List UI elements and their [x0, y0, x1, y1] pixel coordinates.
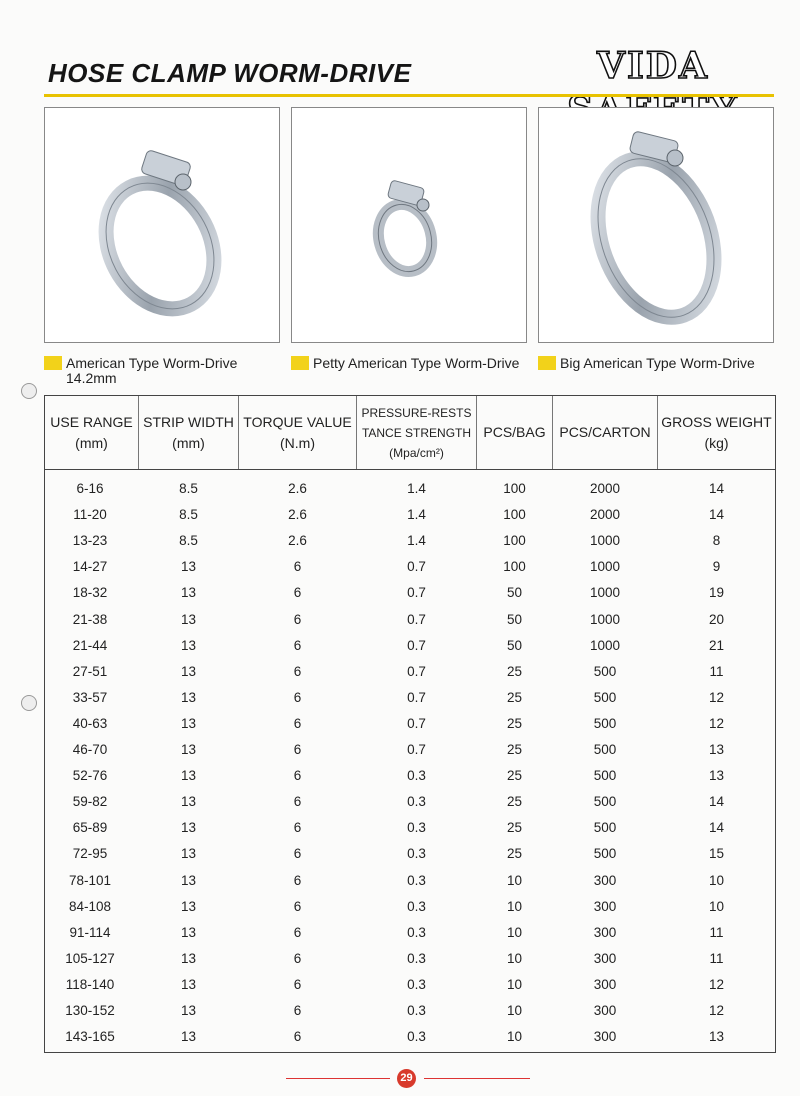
cell-use-range: 130-152	[65, 1003, 115, 1018]
cell-gross-weight: 21	[708, 637, 725, 653]
cell-pcs-carton: 1000	[589, 637, 621, 653]
table-row	[45, 815, 775, 841]
cell-pcs-bag: 25	[506, 689, 523, 705]
cell-torque-value: 2.6	[288, 481, 307, 496]
cell-pcs-bag: 50	[506, 637, 523, 653]
cell-use-range: 21-38	[72, 611, 108, 627]
cell-gross-weight: 15	[708, 846, 725, 862]
cell-torque-value: 6	[293, 976, 302, 992]
brand-logo: VIDA	[597, 45, 709, 87]
footer-rule-left	[286, 1078, 390, 1079]
cell-pcs-bag: 10	[506, 976, 523, 992]
cell-torque-value: 6	[293, 715, 302, 731]
cell-use-range: 59-82	[72, 794, 108, 810]
cell-pcs-bag: 10	[506, 924, 523, 940]
footer-rule-right	[424, 1078, 530, 1079]
cell-pressure-strength: 0.3	[407, 872, 426, 888]
cell-pcs-bag: 10	[506, 1003, 523, 1018]
cell-strip-width: 13	[180, 611, 197, 627]
table-row	[45, 868, 775, 894]
cell-gross-weight: 10	[708, 872, 725, 888]
cell-pressure-strength: 0.3	[407, 846, 426, 862]
cell-strip-width: 13	[180, 1003, 197, 1018]
cell-use-range: 13-23	[72, 533, 108, 549]
cell-torque-value: 6	[293, 950, 302, 966]
cell-gross-weight: 20	[708, 611, 725, 627]
caption-petty-american: Petty American Type Worm-Drive	[291, 356, 519, 371]
cell-pcs-carton: 500	[593, 768, 617, 784]
caption-subtext: 14.2mm	[66, 370, 117, 386]
cell-pcs-bag: 10	[506, 872, 523, 888]
cell-gross-weight: 10	[708, 898, 725, 914]
caption-marker	[291, 356, 309, 370]
cell-pressure-strength: 1.4	[407, 533, 426, 549]
cell-pcs-bag: 25	[506, 794, 523, 810]
table-row	[45, 894, 775, 920]
header-gross-weight: GROSS WEIGHT (kg)	[661, 413, 772, 451]
cell-pressure-strength: 1.4	[407, 481, 426, 496]
cell-strip-width: 13	[180, 689, 197, 705]
table-row	[45, 763, 775, 789]
cell-use-range: 33-57	[72, 689, 108, 705]
table-row	[45, 633, 775, 659]
cell-pressure-strength: 0.7	[407, 559, 426, 575]
cell-strip-width: 13	[180, 820, 197, 836]
table-row	[45, 502, 775, 528]
table-row	[45, 528, 775, 554]
cell-use-range: 78-101	[68, 872, 112, 888]
cell-pcs-carton: 300	[593, 898, 617, 914]
cell-use-range: 18-32	[72, 585, 108, 601]
cell-use-range: 72-95	[72, 846, 108, 862]
cell-pcs-carton: 300	[593, 1003, 617, 1018]
cell-use-range: 118-140	[65, 976, 115, 992]
cell-pcs-carton: 500	[593, 663, 617, 679]
table-row	[45, 554, 775, 580]
cell-strip-width: 13	[180, 585, 197, 601]
cell-gross-weight: 14	[708, 481, 725, 496]
cell-gross-weight: 12	[708, 689, 725, 705]
cell-gross-weight: 12	[708, 976, 725, 992]
cell-strip-width: 13	[180, 794, 197, 810]
table-row	[45, 841, 775, 867]
header-strip-width: STRIP WIDTH (mm)	[143, 413, 234, 451]
cell-gross-weight: 14	[708, 820, 725, 836]
cell-strip-width: 8.5	[179, 507, 198, 523]
binding-hole	[21, 383, 37, 399]
cell-torque-value: 6	[293, 585, 302, 601]
header-pcs-bag: PCS/BAG	[483, 424, 546, 440]
cell-gross-weight: 19	[708, 585, 725, 601]
cell-pressure-strength: 0.3	[407, 820, 426, 836]
cell-use-range: 21-44	[72, 637, 108, 653]
table-row	[45, 737, 775, 763]
cell-pcs-carton: 500	[593, 689, 617, 705]
cell-gross-weight: 11	[709, 663, 724, 679]
cell-torque-value: 6	[293, 794, 302, 810]
cell-strip-width: 8.5	[179, 533, 198, 549]
table-row	[45, 711, 775, 737]
cell-strip-width: 13	[180, 1029, 197, 1045]
cell-use-range: 14-27	[72, 559, 108, 575]
cell-gross-weight: 13	[708, 742, 725, 757]
cell-strip-width: 13	[180, 898, 197, 914]
table-row	[45, 607, 775, 633]
cell-pressure-strength: 0.7	[407, 611, 426, 627]
cell-torque-value: 6	[293, 637, 302, 653]
cell-pcs-carton: 300	[593, 950, 617, 966]
cell-pcs-carton: 2000	[589, 507, 621, 523]
cell-use-range: 40-63	[72, 715, 108, 731]
cell-pcs-bag: 25	[506, 742, 523, 757]
cell-gross-weight: 14	[708, 794, 725, 810]
binding-hole	[21, 695, 37, 711]
cell-pressure-strength: 0.7	[407, 637, 426, 653]
cell-gross-weight: 12	[708, 1003, 725, 1018]
cell-pcs-carton: 500	[593, 715, 617, 731]
cell-strip-width: 13	[180, 715, 197, 731]
cell-strip-width: 13	[180, 872, 197, 888]
table-row	[45, 946, 775, 972]
cell-torque-value: 6	[293, 611, 302, 627]
cell-pcs-bag: 50	[506, 585, 523, 601]
cell-pcs-bag: 10	[506, 898, 523, 914]
product-photo-petty-american	[291, 107, 527, 343]
cell-pressure-strength: 0.7	[407, 585, 426, 601]
cell-strip-width: 13	[180, 924, 197, 940]
cell-pcs-bag: 25	[506, 715, 523, 731]
cell-pressure-strength: 0.7	[407, 715, 426, 731]
product-photo-american	[44, 107, 280, 343]
cell-torque-value: 6	[293, 663, 302, 679]
cell-torque-value: 6	[293, 1003, 302, 1018]
cell-strip-width: 13	[180, 950, 197, 966]
header-pressure-strength: PRESSURE-RESTS TANCE STRENGTH (Mpa/cm²)	[361, 405, 472, 460]
cell-torque-value: 6	[293, 742, 302, 757]
cell-pcs-bag: 25	[506, 846, 523, 862]
cell-use-range: 65-89	[72, 820, 108, 836]
cell-torque-value: 6	[293, 689, 302, 705]
cell-pcs-carton: 1000	[589, 533, 621, 549]
caption-marker	[538, 356, 556, 370]
cell-pcs-carton: 500	[593, 794, 617, 810]
cell-pressure-strength: 0.3	[407, 924, 426, 940]
cell-pressure-strength: 0.3	[407, 768, 426, 784]
caption-american: American Type Worm-Drive 14.2mm	[44, 356, 237, 386]
cell-use-range: 52-76	[72, 768, 108, 784]
table-row	[45, 685, 775, 711]
cell-use-range: 46-70	[72, 742, 108, 757]
cell-pressure-strength: 0.7	[407, 663, 426, 679]
header-use-range: USE RANGE (mm)	[50, 413, 133, 451]
cell-pcs-bag: 100	[503, 507, 526, 523]
cell-torque-value: 6	[293, 1029, 302, 1045]
cell-use-range: 105-127	[65, 950, 115, 966]
cell-pressure-strength: 0.3	[407, 1003, 426, 1018]
cell-pcs-carton: 1000	[589, 585, 621, 601]
cell-pressure-strength: 0.3	[407, 794, 426, 810]
table-row	[45, 476, 775, 502]
cell-torque-value: 6	[293, 820, 302, 836]
cell-torque-value: 6	[293, 924, 302, 940]
cell-pcs-bag: 10	[506, 1029, 523, 1045]
header-divider	[45, 469, 775, 470]
cell-torque-value: 6	[293, 559, 302, 575]
cell-gross-weight: 13	[708, 1029, 725, 1045]
product-photo-big-american	[538, 107, 774, 343]
cell-pcs-bag: 100	[503, 559, 526, 575]
page-number-badge: 29	[397, 1069, 416, 1088]
cell-pcs-carton: 2000	[589, 481, 621, 496]
cell-strip-width: 8.5	[179, 481, 198, 496]
table-row	[45, 972, 775, 998]
cell-strip-width: 13	[180, 559, 197, 575]
cell-pcs-carton: 500	[593, 820, 617, 836]
cell-torque-value: 6	[293, 768, 302, 784]
cell-pcs-carton: 1000	[589, 611, 621, 627]
cell-strip-width: 13	[180, 637, 197, 653]
cell-pcs-carton: 300	[593, 976, 617, 992]
header-pcs-carton: PCS/CARTON	[559, 424, 651, 440]
cell-pressure-strength: 0.3	[407, 898, 426, 914]
cell-pressure-strength: 0.7	[407, 742, 426, 757]
cell-pressure-strength: 0.3	[407, 950, 426, 966]
cell-pcs-carton: 300	[593, 1029, 617, 1045]
cell-torque-value: 2.6	[288, 533, 307, 549]
cell-pcs-carton: 300	[593, 924, 617, 940]
cell-pressure-strength: 1.4	[407, 507, 426, 523]
cell-pcs-carton: 500	[593, 846, 617, 862]
table-row	[45, 659, 775, 685]
cell-torque-value: 2.6	[288, 507, 307, 523]
table-row	[45, 1024, 775, 1050]
cell-pcs-bag: 50	[506, 611, 523, 627]
cell-gross-weight: 13	[708, 768, 725, 784]
cell-gross-weight: 9	[712, 559, 721, 575]
cell-gross-weight: 11	[709, 924, 724, 940]
page-title: HOSE CLAMP WORM-DRIVE	[48, 58, 412, 88]
cell-use-range: 91-114	[69, 924, 111, 940]
header-torque-value: TORQUE VALUE (N.m)	[243, 413, 352, 451]
cell-use-range: 27-51	[72, 663, 108, 679]
cell-gross-weight: 11	[709, 950, 724, 966]
cell-strip-width: 13	[180, 742, 197, 757]
specification-table	[44, 395, 776, 1053]
cell-gross-weight: 12	[708, 715, 725, 731]
cell-torque-value: 6	[293, 846, 302, 862]
table-row	[45, 920, 775, 946]
cell-pcs-bag: 100	[503, 533, 526, 549]
cell-use-range: 6-16	[76, 481, 104, 496]
cell-pcs-carton: 300	[593, 872, 617, 888]
cell-strip-width: 13	[180, 976, 197, 992]
cell-strip-width: 13	[180, 768, 197, 784]
cell-pcs-carton: 1000	[589, 559, 621, 575]
cell-pcs-bag: 25	[506, 663, 523, 679]
title-underline	[44, 94, 774, 97]
cell-torque-value: 6	[293, 872, 302, 888]
cell-pcs-carton: 500	[593, 742, 617, 757]
cell-pcs-bag: 10	[506, 950, 523, 966]
cell-pcs-bag: 100	[503, 481, 526, 496]
cell-pcs-bag: 25	[506, 820, 523, 836]
cell-strip-width: 13	[180, 846, 197, 862]
cell-pressure-strength: 0.7	[407, 689, 426, 705]
cell-pressure-strength: 0.3	[407, 976, 426, 992]
caption-marker	[44, 356, 62, 370]
table-row	[45, 998, 775, 1024]
cell-torque-value: 6	[293, 898, 302, 914]
cell-gross-weight: 14	[708, 507, 725, 523]
cell-use-range: 11-20	[73, 507, 107, 523]
cell-strip-width: 13	[180, 663, 197, 679]
cell-use-range: 143-165	[65, 1029, 115, 1045]
cell-gross-weight: 8	[712, 533, 721, 549]
cell-use-range: 84-108	[68, 898, 112, 914]
cell-pcs-bag: 25	[506, 768, 523, 784]
caption-big-american: Big American Type Worm-Drive	[538, 356, 755, 371]
table-row	[45, 789, 775, 815]
table-row	[45, 580, 775, 606]
cell-pressure-strength: 0.3	[407, 1029, 426, 1045]
